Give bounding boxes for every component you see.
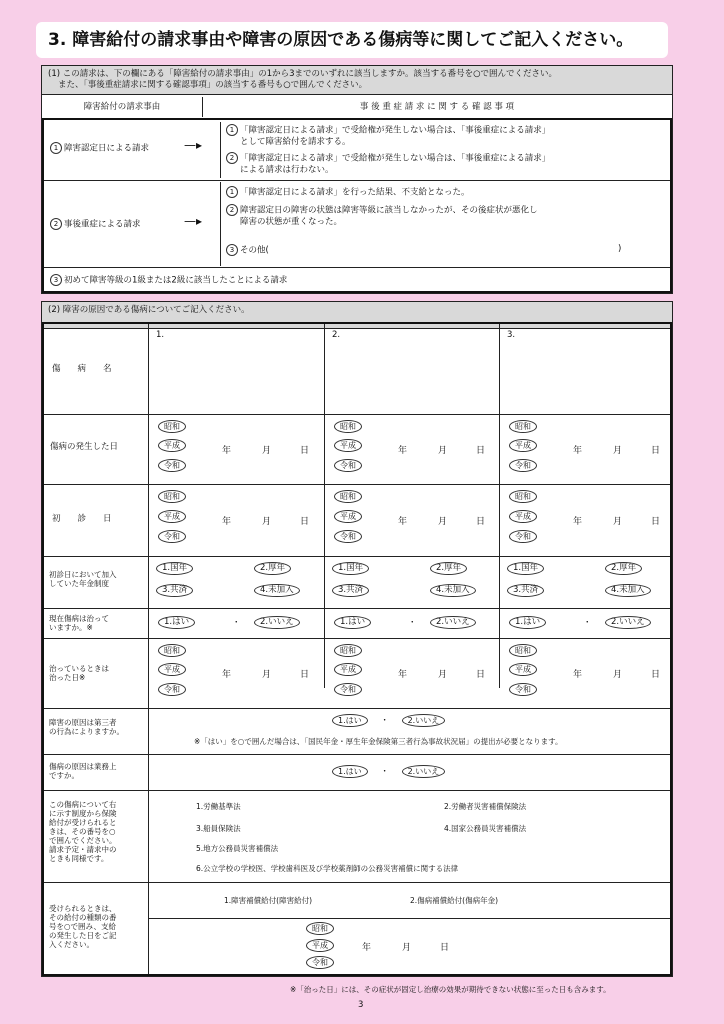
- era-option[interactable]: 令和: [158, 459, 186, 472]
- date-unit: 日: [476, 446, 486, 456]
- date-unit: 日: [651, 446, 661, 456]
- label-line: の発生した日をご記: [49, 931, 117, 940]
- no-option[interactable]: 2.いいえ: [430, 616, 476, 629]
- option-text: 「障害認定日による請求」で受給権が発生しない場合は、「事後重症による請求」: [240, 153, 551, 164]
- system-5[interactable]: [196, 844, 278, 853]
- pension-options: [501, 558, 673, 606]
- label-line: ときも同様です。: [49, 854, 109, 863]
- era-option[interactable]: 令和: [306, 956, 334, 969]
- intro-line-2: また、「事後重症請求に関する確認事項」の該当する番号も○で囲んでください。: [58, 80, 368, 90]
- option-text: 「障害認定日による請求」を行った結果、不支給となった。: [240, 187, 470, 198]
- label-line: 初診日において加入: [49, 570, 117, 579]
- yes-option[interactable]: 1.はい: [332, 765, 368, 778]
- label-insurance-systems: [49, 800, 117, 863]
- label-cured-date: [49, 664, 109, 682]
- pension-option[interactable]: 3.共済: [332, 584, 369, 597]
- date-group: [326, 640, 498, 706]
- system-1[interactable]: [196, 802, 241, 811]
- date-unit: 日: [651, 670, 661, 680]
- system-6[interactable]: [196, 864, 458, 873]
- date-unit: 日: [651, 517, 661, 527]
- system-label: 4.国家公務員災害補償法: [444, 824, 527, 833]
- label-first-visit: 初 診 日: [52, 514, 112, 524]
- date-unit: 日: [476, 517, 486, 527]
- col-header-confirm: 事 後 重 症 請 求 に 関 す る 確 認 事 項: [359, 102, 515, 112]
- reason-1-option-2[interactable]: [226, 152, 550, 176]
- date-unit: 年: [222, 517, 232, 527]
- separator: ・: [380, 767, 389, 777]
- reason-1[interactable]: [50, 142, 149, 155]
- era-option[interactable]: 昭和: [509, 420, 537, 433]
- date-unit: 月: [613, 517, 623, 527]
- era-option[interactable]: 令和: [509, 530, 537, 543]
- benefit-label: 2.傷病補償給付(傷病年金): [410, 896, 499, 905]
- option-text: その他(: [240, 245, 269, 256]
- reason-2-option-3[interactable]: [226, 244, 626, 257]
- system-4[interactable]: [444, 824, 526, 833]
- pension-option[interactable]: 3.共済: [156, 584, 193, 597]
- date-unit: 月: [438, 670, 448, 680]
- yes-option[interactable]: 1.はい: [332, 714, 368, 727]
- label-line: いますか。※: [49, 623, 93, 632]
- option-number: 2: [226, 204, 238, 216]
- option-close-paren: ): [618, 244, 622, 254]
- pension-option[interactable]: 3.共済: [507, 584, 544, 597]
- date-unit: 日: [440, 943, 450, 953]
- date-group: [150, 416, 322, 482]
- reason-3-number: 3: [50, 274, 62, 286]
- label-line: 現在傷病は治って: [49, 614, 109, 623]
- option-number: 1: [226, 124, 238, 136]
- cured-options: [501, 612, 673, 636]
- label-line: 給付が受けられると: [49, 818, 117, 827]
- date-unit: 月: [613, 670, 623, 680]
- date-unit: 年: [222, 446, 232, 456]
- system-label: 1.労働基準法: [196, 802, 241, 811]
- label-line: 治っているときは: [49, 664, 109, 673]
- label-line: していた年金制度: [49, 579, 109, 588]
- no-option[interactable]: 2.いいえ: [402, 714, 446, 727]
- era-option[interactable]: 昭和: [158, 420, 186, 433]
- separator: ・: [583, 618, 592, 628]
- system-2[interactable]: [444, 802, 526, 811]
- era-option[interactable]: 平成: [509, 663, 537, 676]
- yes-option[interactable]: 1.はい: [509, 616, 546, 629]
- reason-2-option-2[interactable]: [226, 204, 538, 228]
- date-unit: 年: [573, 670, 583, 680]
- intro-line-1: (1) この請求は、下の欄にある「障害給付の請求事由」の1から3までのいずれに該当しますか。該当する番号を○で囲んでください。: [48, 69, 557, 79]
- date-unit: 年: [573, 446, 583, 456]
- cured-options: [150, 612, 322, 636]
- date-unit: 日: [300, 517, 310, 527]
- label-pension-system: [49, 570, 117, 588]
- label-line: に示す制度から保険: [49, 809, 117, 818]
- reason-2-number: 2: [50, 218, 62, 230]
- date-group: [150, 486, 322, 554]
- era-option[interactable]: 昭和: [509, 644, 537, 657]
- date-group: [150, 640, 322, 706]
- era-option[interactable]: 昭和: [334, 420, 362, 433]
- date-unit: 月: [438, 517, 448, 527]
- pension-option[interactable]: 1.国年: [507, 562, 544, 575]
- era-option[interactable]: 平成: [334, 663, 362, 676]
- label-line: で囲んでください。: [49, 836, 117, 845]
- option-text: 「障害認定日による請求」で受給権が発生しない場合は、「事後重症による請求」: [240, 125, 551, 136]
- era-option[interactable]: 平成: [158, 510, 186, 523]
- era-option[interactable]: 平成: [306, 939, 334, 952]
- reason-1-label: 障害認定日による請求: [64, 143, 150, 154]
- no-option[interactable]: 2.いいえ: [254, 616, 300, 629]
- reason-2-label: 事後重症による請求: [64, 219, 141, 230]
- pension-option[interactable]: 4.未加入: [254, 584, 300, 597]
- reason-1-number: 1: [50, 142, 62, 154]
- column-number: 2.: [332, 330, 341, 340]
- system-3[interactable]: [196, 824, 241, 833]
- pension-option[interactable]: 4.未加入: [605, 584, 651, 597]
- date-unit: 日: [300, 446, 310, 456]
- label-line: 請求予定・請求中の: [49, 845, 117, 854]
- era-option[interactable]: 昭和: [158, 490, 186, 503]
- pension-options: [150, 558, 322, 606]
- label-benefit-type: [49, 904, 117, 949]
- work-related-answer[interactable]: [332, 765, 445, 778]
- system-label: 5.地方公務員災害補償法: [196, 844, 279, 853]
- footnote: ※「治った日」には、その症状が固定し治療の効果が期待できない状態に至った日も含みます。: [290, 985, 611, 994]
- no-option[interactable]: 2.いいえ: [402, 765, 446, 778]
- era-option[interactable]: 令和: [334, 459, 362, 472]
- system-label: 2.労働者災害補償保険法: [444, 802, 527, 811]
- reason-2[interactable]: [50, 218, 141, 231]
- label-work-related: [49, 762, 117, 780]
- cured-options: [326, 612, 498, 636]
- era-option[interactable]: 平成: [334, 510, 362, 523]
- reason-3[interactable]: [50, 274, 287, 287]
- reason-1-option-1[interactable]: [226, 124, 550, 148]
- reason-2-option-1[interactable]: [226, 186, 470, 199]
- era-option[interactable]: 平成: [509, 510, 537, 523]
- page-number: 3: [358, 1000, 364, 1010]
- era-option[interactable]: 令和: [334, 683, 362, 696]
- date-group: [326, 486, 498, 554]
- option-text-cont: として障害給付を請求する。: [240, 136, 351, 147]
- system-label: 3.船員保険法: [196, 824, 241, 833]
- date-unit: 日: [300, 670, 310, 680]
- option-text-cont: による請求は行わない。: [240, 164, 334, 175]
- pension-option[interactable]: 4.未加入: [430, 584, 476, 597]
- separator: ・: [408, 618, 417, 628]
- pension-option[interactable]: 2.厚年: [430, 562, 467, 575]
- arrow-icon: —▸: [184, 138, 203, 152]
- era-option[interactable]: 平成: [158, 663, 186, 676]
- date-group: [501, 416, 673, 482]
- era-option[interactable]: 令和: [509, 459, 537, 472]
- label-cured: [49, 614, 109, 632]
- section-1: [41, 65, 673, 294]
- benefit-1[interactable]: [224, 896, 312, 905]
- label-line: 入ください。: [49, 940, 94, 949]
- benefit-2[interactable]: [410, 896, 498, 905]
- option-text-cont: 障害の状態が重くなった。: [240, 216, 343, 227]
- era-option[interactable]: 平成: [509, 439, 537, 452]
- disease-table: [42, 322, 672, 976]
- pension-option[interactable]: 2.厚年: [254, 562, 291, 575]
- era-option[interactable]: 令和: [334, 530, 362, 543]
- column-number: 1.: [156, 330, 165, 340]
- date-unit: 年: [362, 943, 372, 953]
- label-line: の行為によりますか。: [49, 727, 124, 736]
- page-title: 3. 障害給付の請求事由や障害の原因である傷病等に関してご記入ください。: [36, 22, 668, 58]
- date-unit: 年: [398, 517, 408, 527]
- era-option[interactable]: 昭和: [158, 644, 186, 657]
- yes-option[interactable]: 1.はい: [158, 616, 195, 629]
- date-group: [501, 486, 673, 554]
- label-line: 号を○で囲み、支給: [49, 922, 116, 931]
- pension-options: [326, 558, 498, 606]
- label-line: 障害の原因は第三者: [49, 718, 117, 727]
- label-third-party: [49, 718, 124, 736]
- option-number: 3: [226, 244, 238, 256]
- reason-3-label: 初めて障害等級の1級または2級に該当したことによる請求: [64, 275, 288, 286]
- option-number: 2: [226, 152, 238, 164]
- date-unit: 年: [398, 446, 408, 456]
- arrow-icon: —▸: [184, 214, 203, 228]
- era-option[interactable]: 昭和: [509, 490, 537, 503]
- section-2-header: (2) 障害の原因である傷病についてご記入ください。: [42, 302, 672, 329]
- section-2: [41, 301, 673, 977]
- era-option[interactable]: 令和: [158, 530, 186, 543]
- date-unit: 日: [476, 670, 486, 680]
- label-line: ですか。: [49, 771, 79, 780]
- date-unit: 月: [262, 670, 272, 680]
- separator: ・: [232, 618, 241, 628]
- date-unit: 月: [438, 446, 448, 456]
- yes-option[interactable]: 1.はい: [334, 616, 371, 629]
- era-option[interactable]: 昭和: [306, 922, 334, 935]
- section-1-intro: [42, 66, 672, 95]
- label-line: この傷病について右: [49, 800, 117, 809]
- era-option[interactable]: 令和: [509, 683, 537, 696]
- label-line: 傷病の原因は業務上: [49, 762, 117, 771]
- column-number: 3.: [507, 330, 516, 340]
- era-option[interactable]: 昭和: [334, 644, 362, 657]
- era-option[interactable]: 令和: [158, 683, 186, 696]
- date-unit: 月: [262, 446, 272, 456]
- date-unit: 月: [613, 446, 623, 456]
- third-party-answer[interactable]: [332, 714, 445, 727]
- era-option[interactable]: 平成: [334, 439, 362, 452]
- date-unit: 月: [402, 943, 412, 953]
- label-disease-name: 傷 病 名: [52, 364, 112, 374]
- pension-option[interactable]: 1.国年: [156, 562, 193, 575]
- date-group: [501, 640, 673, 706]
- date-group: [298, 920, 470, 974]
- era-option[interactable]: 昭和: [334, 490, 362, 503]
- col-header-reason: 障害給付の請求事由: [83, 102, 161, 112]
- date-group: [326, 416, 498, 482]
- third-party-note: ※「はい」を○で囲んだ場合は、「国民年金・厚生年金保険第三者行為事故状況届」の提出が必要となります。: [194, 737, 563, 746]
- benefit-label: 1.障害補償給付(障害給付): [224, 896, 313, 905]
- label-line: きは、その番号を○: [49, 827, 116, 836]
- label-line: その給付の種類の番: [49, 913, 117, 922]
- era-option[interactable]: 平成: [158, 439, 186, 452]
- option-text: 障害認定日の障害の状態は障害等級に該当しなかったが、その後症状が悪化し: [240, 205, 538, 216]
- system-label: 6.公立学校の学校医、学校歯科医及び学校薬剤師の公務災害補償に関する法律: [196, 864, 459, 873]
- date-unit: 年: [222, 670, 232, 680]
- date-unit: 年: [573, 517, 583, 527]
- option-number: 1: [226, 186, 238, 198]
- date-unit: 月: [262, 517, 272, 527]
- label-line: 受けられるときは、: [49, 904, 117, 913]
- separator: ・: [380, 716, 389, 726]
- label-line: 治った日※: [49, 673, 86, 682]
- date-unit: 年: [398, 670, 408, 680]
- pension-option[interactable]: 1.国年: [332, 562, 369, 575]
- pension-option[interactable]: 2.厚年: [605, 562, 642, 575]
- label-onset-date: 傷病の発生した日: [50, 442, 119, 452]
- no-option[interactable]: 2.いいえ: [605, 616, 651, 629]
- reason-table: [42, 118, 672, 293]
